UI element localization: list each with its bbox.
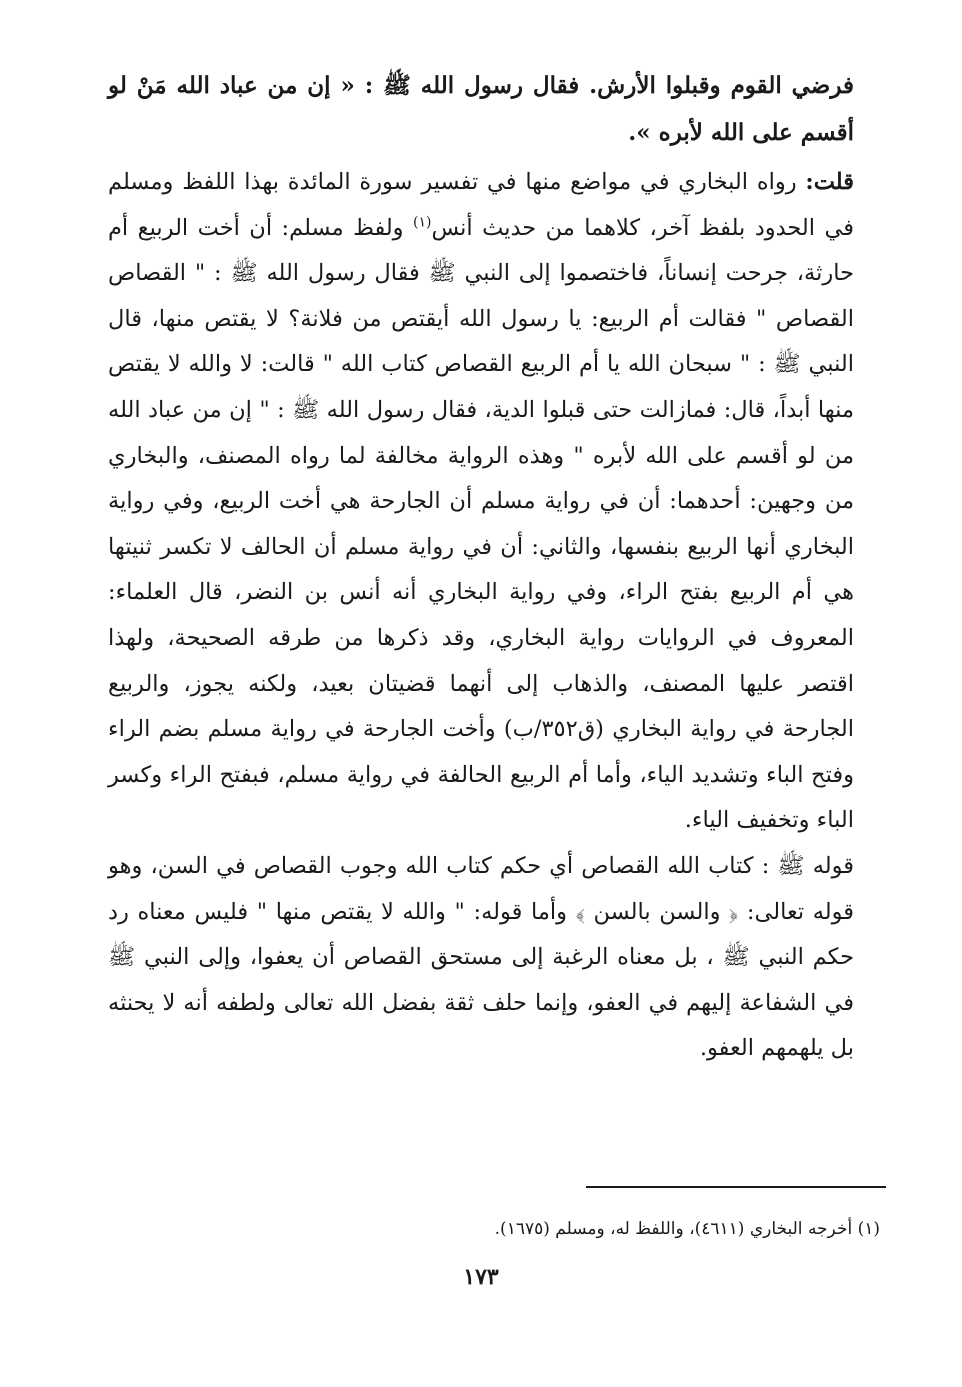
- commentary-paragraph: [108, 160, 854, 844]
- page-number: ١٧٣: [463, 1264, 499, 1290]
- footnote-divider: [586, 1186, 886, 1188]
- footnote: (١) أخرجه البخاري (٤٦١١)، واللفظ له، ومسلم (١٦٧٥).: [494, 1219, 880, 1239]
- explanation-paragraph: قوله ﷺ : كتاب الله القصاص أي حكم كتاب الله وجوب القصاص في السن، وهو قوله تعالى: ﴿ والسن بالسن ﴾ وأما قوله: " والله لا يقتص منها " فليس معناه رد حكم النبي ﷺ ، بل معناه الرغبة إلى مستحق القصاص أن يعفوا، وإلى النبي ﷺ في الشفاعة إليهم في العفو، وإنما حلف ثقة بفضل الله تعالى ولطفه أنه لا يحنثه بل يلهمهم العفو.: [108, 852, 854, 1062]
- paragraph-lead-word: قلت:: [805, 169, 854, 195]
- footnote-marker[interactable]: (١): [413, 214, 432, 231]
- intro-paragraph: فرضي القوم وقبلوا الأرش. فقال رسول الله ﷺ : « إن من عباد الله مَنْ لو أقسم على الله لأبره ».: [108, 72, 855, 146]
- commentary-text-part2: ولفظ مسلم: أن أخت الربيع أم حارثة، جرحت إنساناً، فاختصموا إلى النبي ﷺ فقال رسول الله ﷺ : " القصاص القصاص " فقالت أم الربيع: يا رسول الله أيقتص من فلانة؟ لا يقتص منها، قال النبي ﷺ : " سبحان الله يا أم الربيع القصاص كتاب الله " قالت: لا والله لا يقتص منها أبداً، قال: فمازالت حتى قبلوا الدية، فقال رسول الله ﷺ : " إن من عباد الله من لو أقسم على الله لأبره " وهذه الرواية مخالفة لما رواه المصنف، والبخاري من وجهين: أحدهما: أن في رواية مسلم أن الجارحة هي أخت الربيع، وفي رواية البخاري أنها الربيع بنفسها، والثاني: أن في رواية مسلم أن الحالف لا تكسر ثنيتها هي أم الربيع بفتح الراء، وفي رواية البخاري أنه أنس بن النضر، قال العلماء: المعروف في الروايات رواية البخاري، وقد ذكرها من طرقه الصحيحة، ولهذا اقتصر عليها المصنف، والذهاب إلى أنهما قضيتان بعيد، ولكنه يجوز، والربيع الجارحة في رواية البخاري (ق٣٥٢/ب) وأخت الجارحة في رواية مسلم بضم الراء وفتح الباء وتشديد الياء، وأما أم الربيع الحالفة في رواية مسلم، فبفتح الراء وكسر الباء وتخفيف الياء.: [108, 214, 854, 834]
- commentary-text-part1: رواه البخاري في مواضع منها في تفسير سورة المائدة بهذا اللفظ ومسلم في الحدود بلفظ آخر، كلاهما من حديث أنس: [108, 169, 854, 241]
